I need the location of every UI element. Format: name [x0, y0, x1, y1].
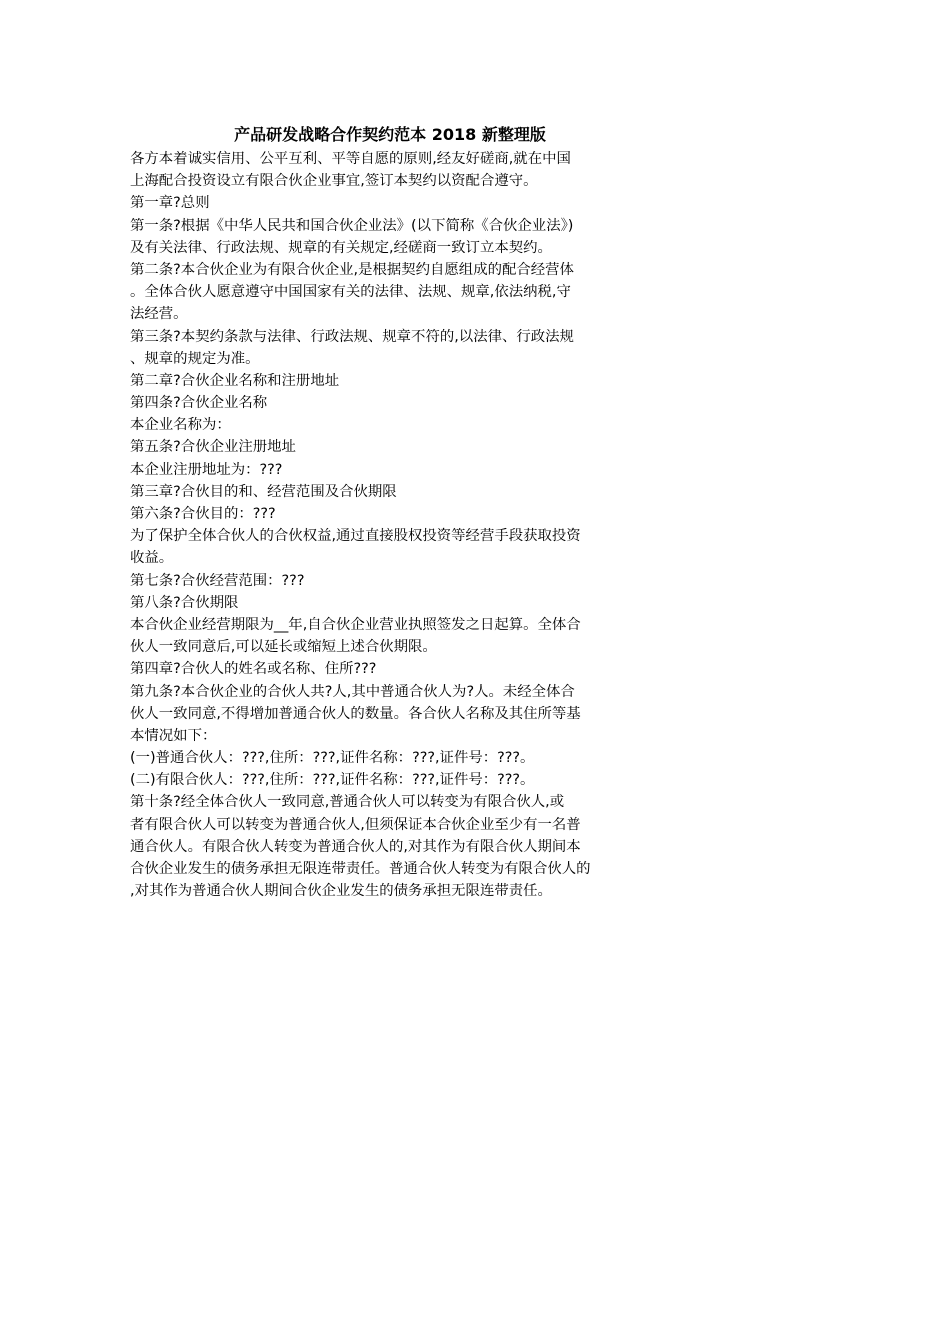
body-line: 收益。: [130, 550, 174, 567]
body-line: 本情况如下：: [130, 727, 217, 744]
body-line: 第十条?经全体合伙人一致同意,普通合伙人可以转变为有限合伙人,或: [130, 794, 565, 811]
article-heading: 第八条?合伙期限: [130, 594, 239, 611]
body-line: 法经营。: [130, 306, 188, 323]
document-body: [130, 148, 650, 902]
body-line: 、规章的规定为准。: [130, 350, 260, 367]
body-line: 各方本着诚实信用、公平互利、平等自愿的原则,经友好磋商,就在中国: [130, 151, 571, 167]
body-line: 本合伙企业经营期限为__年,自合伙企业营业执照签发之日起算。全体合: [130, 616, 581, 633]
body-line: 伙人一致同意后,可以延长或缩短上述合伙期限。: [130, 639, 437, 656]
body-line: 第一条?根据《中华人民共和国合伙企业法》(以下简称《合伙企业法》): [130, 217, 574, 234]
chapter-heading: 第三章?合伙目的和、经营范围及合伙期限: [130, 483, 397, 500]
body-line: 为了保护全体合伙人的合伙权益,通过直接股权投资等经营手段获取投资: [130, 528, 581, 545]
body-line: 合伙企业发生的债务承担无限连带责任。普通合伙人转变为有限合伙人的: [130, 861, 591, 877]
body-line: 本企业名称为：: [130, 417, 231, 434]
body-line: 。全体合伙人愿意遵守中国国家有关的法律、法规、规章,依法纳税,守: [130, 284, 571, 301]
document-title: 产品研发战略合作契约范本 2018 新整理版: [234, 125, 546, 144]
body-line: (二)有限合伙人：???,住所：???,证件名称：???,证件号：???。: [130, 772, 535, 789]
body-line: 第二条?本合伙企业为有限合伙企业,是根据契约自愿组成的配合经营体: [130, 261, 574, 278]
body-line: (一)普通合伙人：???,住所：???,证件名称：???,证件号：???。: [130, 750, 535, 767]
body-line: 第九条?本合伙企业的合伙人共?人,其中普通合伙人为?人。未经全体合: [130, 683, 575, 700]
body-line: 通合伙人。有限合伙人转变为普通合伙人的,对其作为有限合伙人期间本: [130, 838, 581, 855]
chapter-heading: 第一章?总则: [130, 195, 210, 212]
article-heading: 第七条?合伙经营范围：???: [130, 572, 305, 589]
body-line: 伙人一致同意,不得增加普通合伙人的数量。各合伙人名称及其住所等基: [130, 705, 581, 722]
chapter-heading: 第二章?合伙企业名称和注册地址: [130, 372, 340, 389]
body-line: ,对其作为普通合伙人期间合伙企业发生的债务承担无限连带责任。: [130, 883, 552, 900]
article-heading: 第四条?合伙企业名称: [130, 395, 268, 412]
article-heading: 第五条?合伙企业注册地址: [130, 439, 296, 456]
chapter-heading: 第四章?合伙人的姓名或名称、住所???: [130, 661, 377, 678]
body-line: 第三条?本契约条款与法律、行政法规、规章不符的,以法律、行政法规: [130, 328, 574, 345]
article-heading: 第六条?合伙目的：???: [130, 506, 276, 522]
body-line: 及有关法律、行政法规、规章的有关规定,经磋商一致订立本契约。: [130, 239, 552, 256]
body-line: 本企业注册地址为：???: [130, 461, 283, 478]
body-line: 上海配合投资设立有限合伙企业事宜,签订本契约以资配合遵守。: [130, 173, 538, 190]
body-line: 者有限合伙人可以转变为普通合伙人,但须保证本合伙企业至少有一名普: [130, 816, 581, 833]
